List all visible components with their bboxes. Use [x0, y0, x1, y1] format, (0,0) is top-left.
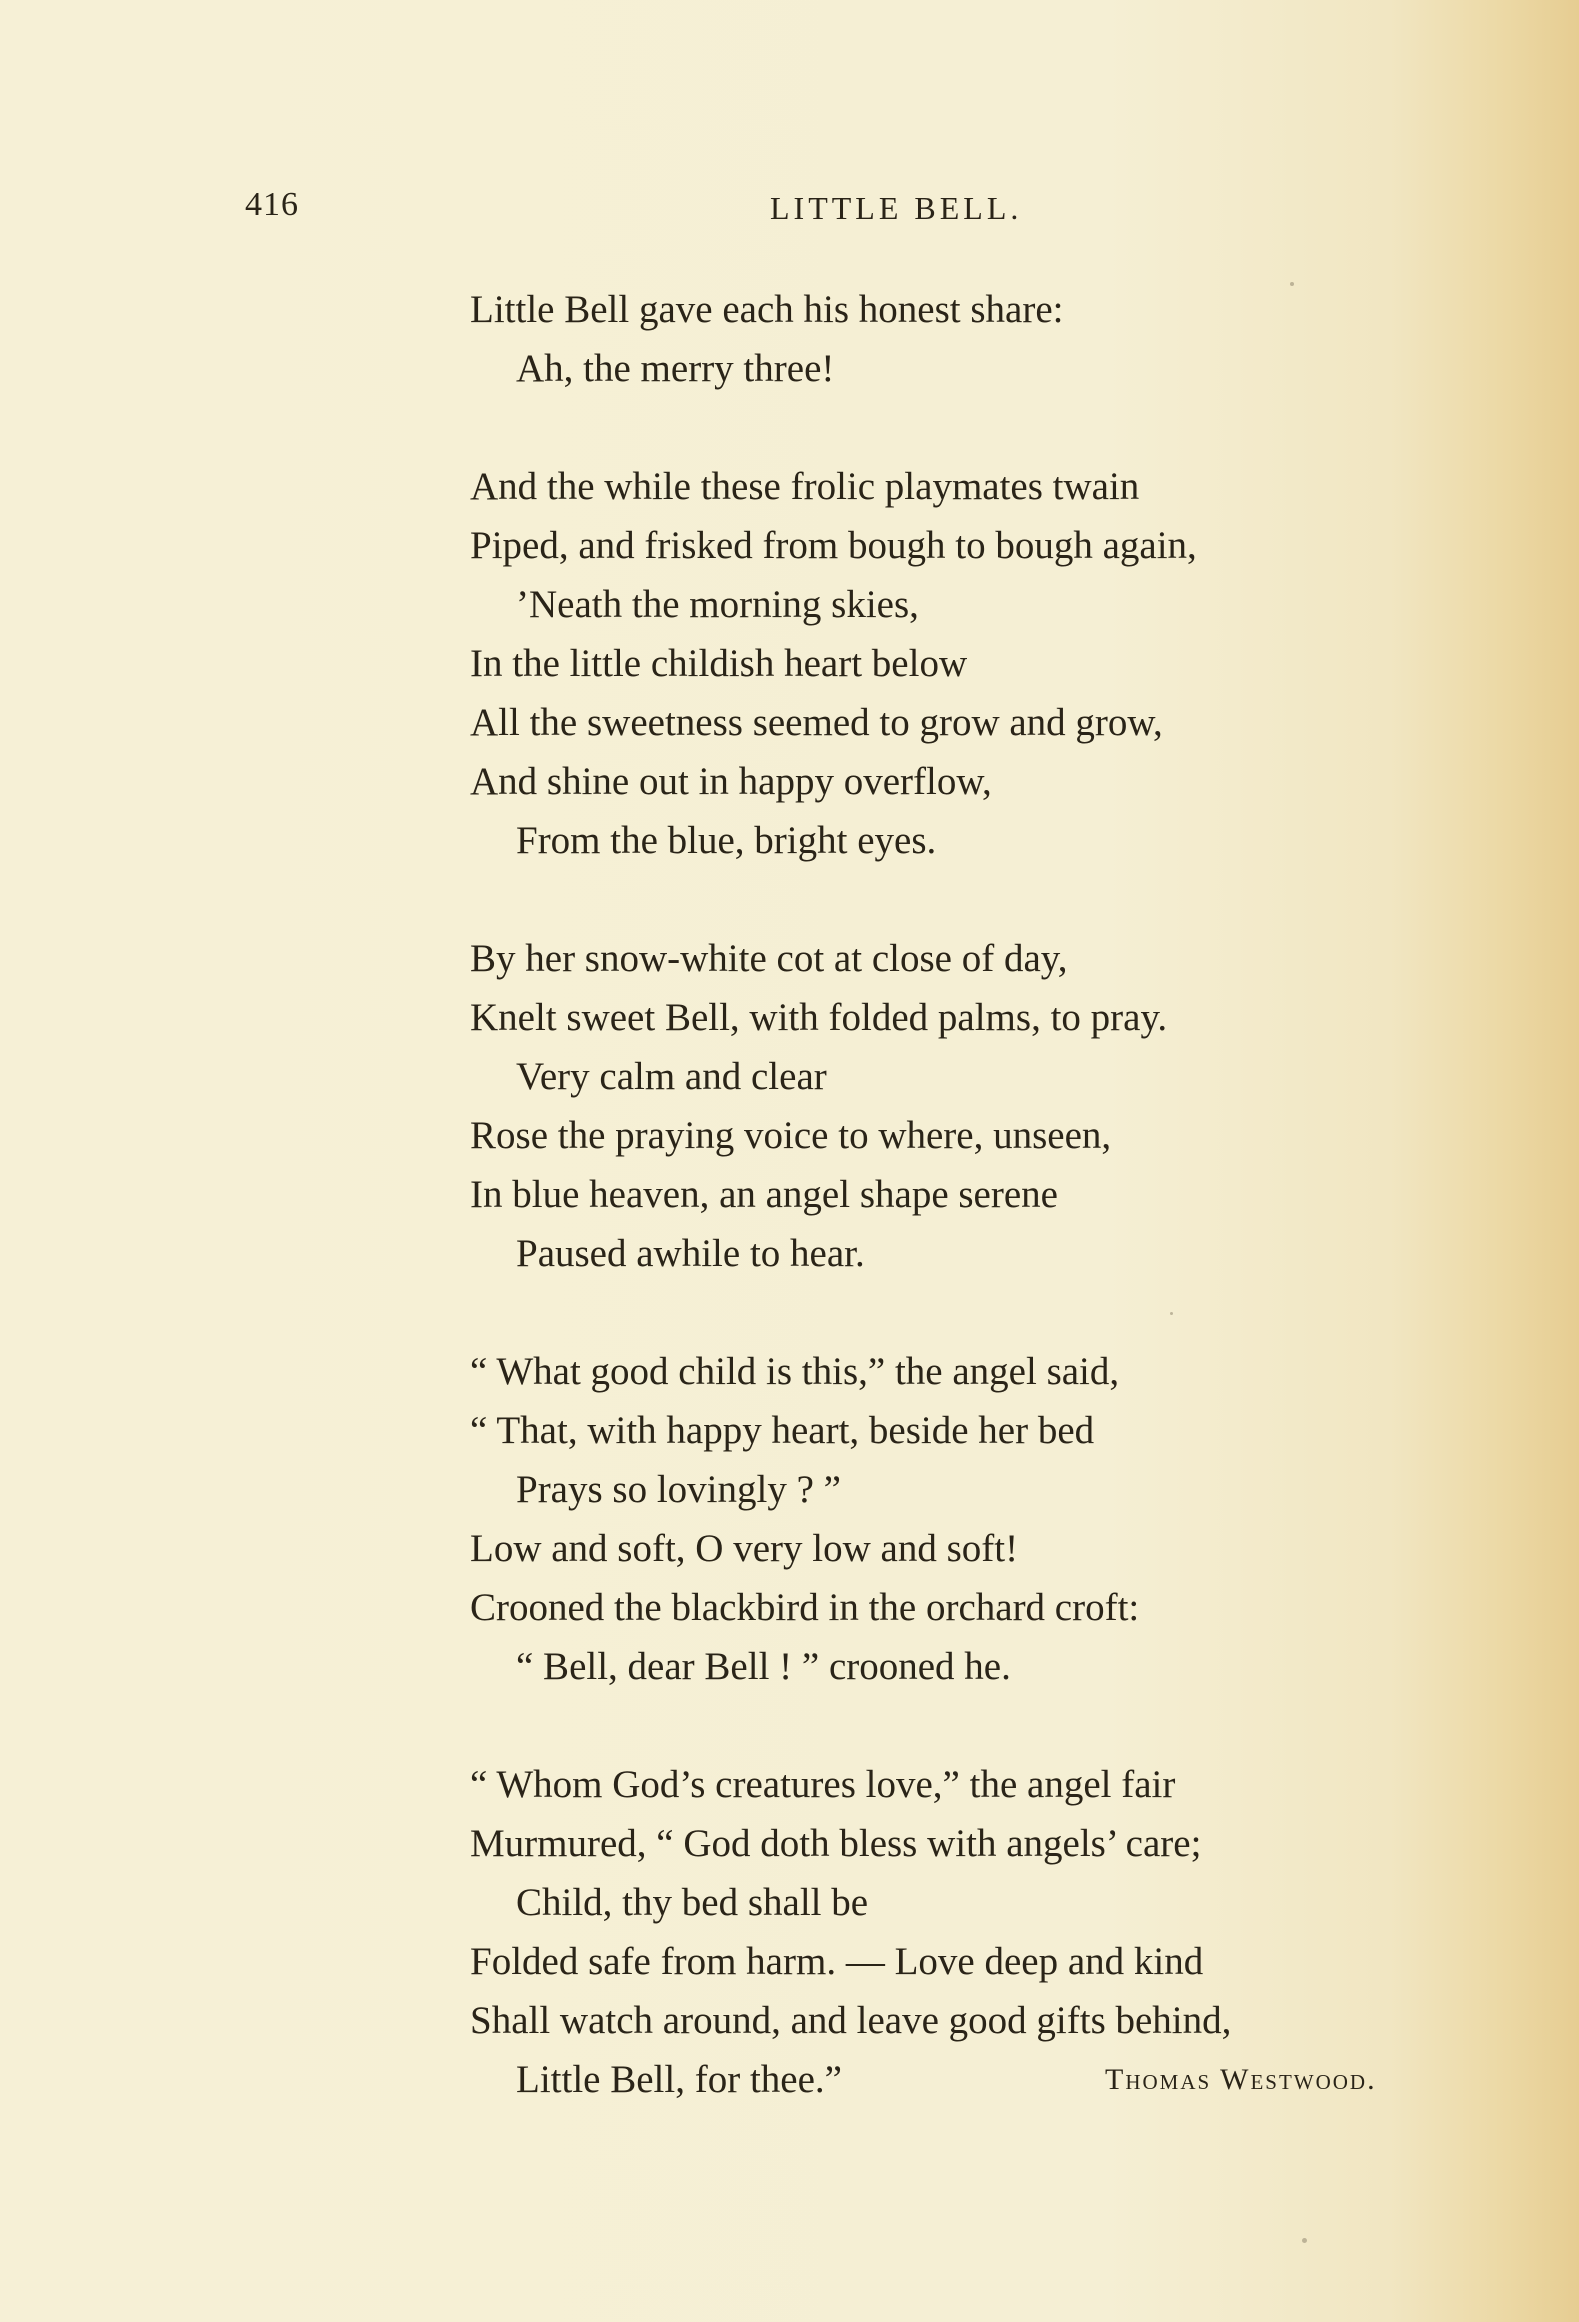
poem-line	[470, 1224, 1490, 1283]
poem-line	[470, 1755, 1490, 1814]
poem-line	[470, 1165, 1490, 1224]
stanza	[470, 929, 1490, 1283]
poem-line-text: “ That, with happy heart, beside her bed	[470, 1409, 1095, 1452]
poem-line	[470, 1460, 1490, 1519]
poem-line	[470, 1519, 1490, 1578]
poem-line	[470, 1047, 1490, 1106]
poem-line	[470, 634, 1490, 693]
poem-line-text: “ What good child is this,” the angel said,	[470, 1350, 1120, 1393]
poem-line-text: Rose the praying voice to where, unseen,	[470, 1114, 1112, 1157]
poem-line-text: “ Bell, dear Bell ! ” crooned he.	[516, 1645, 1011, 1688]
poem-line-text: By her snow-white cot at close of day,	[470, 937, 1068, 980]
poem-line-text: And the while these frolic playmates twain	[470, 465, 1140, 508]
poem-line	[470, 1932, 1490, 1991]
poem-line-text: Little Bell gave each his honest share:	[470, 288, 1064, 331]
poem	[470, 280, 1490, 2109]
poem-line	[470, 1873, 1490, 1932]
page-number: 416	[245, 186, 299, 223]
poem-line-text: Crooned the blackbird in the orchard croft:	[470, 1586, 1140, 1629]
author-attribution: Thomas Westwood.	[1105, 2063, 1377, 2096]
poem-line-text: ’Neath the morning skies,	[516, 583, 919, 626]
poem-line-text: Shall watch around, and leave good gifts behind,	[470, 1999, 1232, 2042]
poem-line-text: All the sweetness seemed to grow and grow,	[470, 701, 1163, 744]
poem-line	[470, 1401, 1490, 1460]
stanza	[470, 1755, 1490, 2109]
poem-line	[470, 280, 1490, 339]
poem-line-text: Ah, the merry three!	[516, 347, 835, 390]
poem-line-text: Folded safe from harm. — Love deep and kind	[470, 1940, 1204, 1983]
running-head: LITTLE BELL.	[770, 190, 1023, 226]
poem-line	[470, 516, 1490, 575]
poem-line-text: “ Whom God’s creatures love,” the angel fair	[470, 1763, 1176, 1806]
poem-line-text: Prays so lovingly ? ”	[516, 1468, 841, 1511]
stanza	[470, 457, 1490, 870]
paper-speck	[1170, 1312, 1173, 1315]
poem-line	[470, 811, 1490, 870]
poem-line-text: Piped, and frisked from bough to bough again,	[470, 524, 1197, 567]
poem-line-text: Little Bell, for thee.”	[516, 2058, 842, 2101]
poem-line	[470, 457, 1490, 516]
stanza-break	[470, 398, 1490, 457]
poem-line	[470, 1342, 1490, 1401]
poem-line	[470, 988, 1490, 1047]
poem-line	[470, 575, 1490, 634]
poem-line-text: Child, thy bed shall be	[516, 1881, 869, 1924]
poem-line-text: In the little childish heart below	[470, 642, 968, 685]
paper-speck	[1302, 2238, 1307, 2243]
stanza-break	[470, 1283, 1490, 1342]
poem-line	[470, 1814, 1490, 1873]
poem-line	[470, 693, 1490, 752]
poem-line-text: Very calm and clear	[516, 1055, 827, 1098]
poem-line-text: Murmured, “ God doth bless with angels’ care;	[470, 1822, 1202, 1865]
poem-line-text: Low and soft, O very low and soft!	[470, 1527, 1019, 1570]
poem-line	[470, 752, 1490, 811]
poem-line	[470, 1991, 1490, 2050]
stanza	[470, 280, 1490, 398]
poem-line	[470, 1578, 1490, 1637]
poem-line	[470, 2050, 1490, 2109]
poem-line	[470, 1637, 1490, 1696]
stanza	[470, 1342, 1490, 1696]
poem-line	[470, 929, 1490, 988]
poem-line	[470, 1106, 1490, 1165]
poem-line-text: And shine out in happy overflow,	[470, 760, 992, 803]
poem-line-text: From the blue, bright eyes.	[516, 819, 937, 862]
poem-line-text: Paused awhile to hear.	[516, 1232, 865, 1275]
stanza-break	[470, 870, 1490, 929]
stanza-break	[470, 1696, 1490, 1755]
poem-line-text: In blue heaven, an angel shape serene	[470, 1173, 1058, 1216]
paper-speck	[1290, 282, 1294, 286]
poem-line-text: Knelt sweet Bell, with folded palms, to pray.	[470, 996, 1168, 1039]
poem-line	[470, 339, 1490, 398]
